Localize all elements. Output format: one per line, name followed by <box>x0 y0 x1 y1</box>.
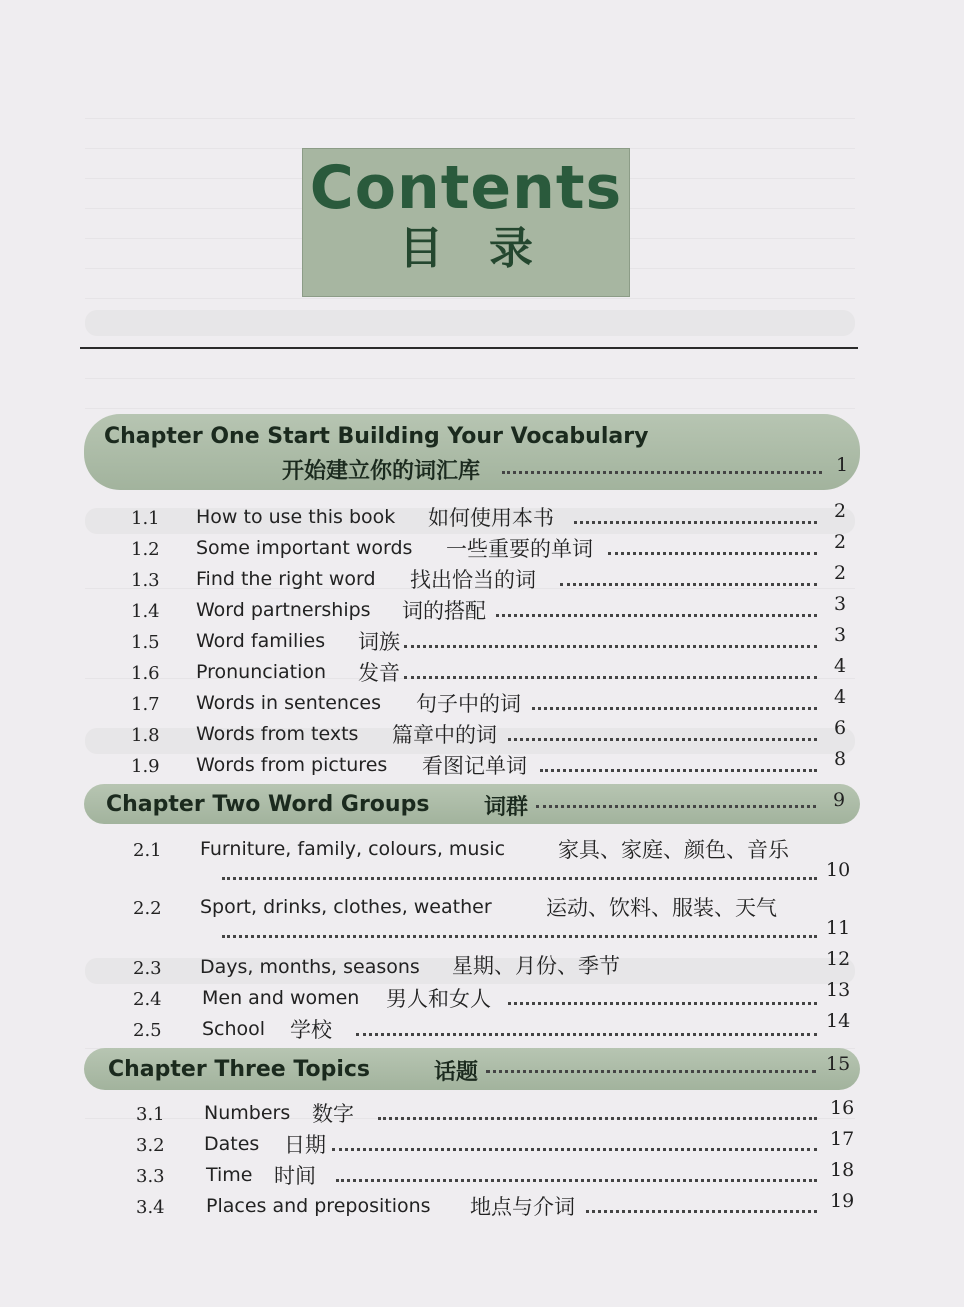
entry-title-chinese: 找出恰当的词 <box>410 568 536 592</box>
chapter-two-banner[interactable] <box>84 784 860 824</box>
entry-number: 1.1 <box>131 508 160 529</box>
leader-dots <box>404 643 817 648</box>
entry-number: 1.7 <box>131 694 160 715</box>
page-number: 10 <box>826 859 851 881</box>
entry-title-chinese: 日期 <box>284 1133 326 1157</box>
entry-title: Find the right word <box>196 568 376 590</box>
entry-title: How to use this book <box>196 506 396 528</box>
chapter-subtitle: 开始建立你的词汇库 <box>282 459 481 484</box>
entry-title: Men and women <box>202 987 360 1009</box>
entry-number: 3.2 <box>136 1135 165 1156</box>
leader-dots <box>378 1115 817 1120</box>
entry-number: 2.5 <box>133 1020 162 1041</box>
entry-title: Words in sentences <box>196 692 381 714</box>
leader-dots <box>532 705 817 710</box>
toc-entry[interactable] <box>0 688 964 718</box>
page-number: 4 <box>834 655 847 677</box>
leader-dots <box>486 1068 816 1073</box>
leader-dots <box>540 767 817 772</box>
toc-entry[interactable] <box>0 1129 964 1159</box>
entry-title: Some important words <box>196 537 413 559</box>
entry-title-chinese: 词的搭配 <box>402 599 486 623</box>
toc-entry[interactable] <box>0 626 964 656</box>
toc-entry[interactable] <box>0 950 964 980</box>
toc-entry[interactable] <box>0 1160 964 1190</box>
entry-number: 2.4 <box>133 989 162 1010</box>
chapter-title: Chapter Two Word Groups <box>106 792 430 817</box>
page-number: 9 <box>833 789 846 811</box>
leader-dots <box>502 469 822 474</box>
chapter-subtitle: 词群 <box>484 795 529 820</box>
entry-title: Places and prepositions <box>206 1195 431 1217</box>
entry-number: 1.5 <box>131 632 160 653</box>
chapter-subtitle: 话题 <box>434 1060 479 1085</box>
entry-title: School <box>202 1018 266 1040</box>
entry-number: 1.4 <box>131 601 160 622</box>
leader-dots <box>608 550 817 555</box>
leader-dots <box>222 875 817 880</box>
leader-dots <box>356 1031 817 1036</box>
entry-number: 1.8 <box>131 725 160 746</box>
chapter-title: Chapter One Start Building Your Vocabulary <box>104 424 649 449</box>
divider <box>80 347 858 349</box>
entry-number: 3.1 <box>136 1104 165 1125</box>
entry-title: Word families <box>196 630 326 652</box>
entry-number: 1.6 <box>131 663 160 684</box>
page-number: 12 <box>826 948 851 970</box>
page-number: 16 <box>830 1097 855 1119</box>
toc-entry[interactable] <box>0 981 964 1011</box>
toc-entry[interactable] <box>0 533 964 563</box>
page-number: 14 <box>826 1010 851 1032</box>
entry-number: 2.2 <box>133 898 162 919</box>
entry-title-chinese: 一些重要的单词 <box>446 537 593 561</box>
entry-title-chinese: 发音 <box>358 661 400 685</box>
entry-title: Word partnerships <box>196 599 371 621</box>
entry-number: 3.4 <box>136 1197 165 1218</box>
toc-entry[interactable] <box>0 1098 964 1128</box>
entry-title: Days, months, seasons <box>200 956 420 978</box>
leader-dots <box>508 736 817 741</box>
toc-entry[interactable] <box>0 595 964 625</box>
entry-title-chinese: 运动、饮料、服装、天气 <box>546 896 777 920</box>
entry-title: Dates <box>204 1133 260 1155</box>
entry-number: 1.2 <box>131 539 160 560</box>
contents-title-box <box>302 148 630 297</box>
toc-entry[interactable] <box>0 719 964 749</box>
chapter-three-banner[interactable] <box>84 1048 860 1090</box>
entry-title-chinese: 数字 <box>312 1102 354 1126</box>
entry-title: Words from pictures <box>196 754 388 776</box>
leader-dots <box>536 803 816 808</box>
page-title: Contents <box>309 153 623 223</box>
entry-title-chinese: 如何使用本书 <box>428 506 554 530</box>
entry-title: Words from texts <box>196 723 359 745</box>
toc-entry[interactable] <box>0 1012 964 1042</box>
page-number: 2 <box>834 562 847 584</box>
entry-title-chinese: 男人和女人 <box>386 987 491 1011</box>
entry-number: 2.3 <box>133 958 162 979</box>
page-number: 3 <box>834 624 847 646</box>
leader-dots <box>574 519 817 524</box>
entry-title: Time <box>206 1164 253 1186</box>
entry-title-chinese: 句子中的词 <box>416 692 521 716</box>
leader-dots <box>586 1208 817 1213</box>
leader-dots <box>332 1146 817 1151</box>
leader-dots <box>404 674 817 679</box>
toc-entry[interactable] <box>0 502 964 532</box>
page-number: 19 <box>830 1190 855 1212</box>
entry-title: Furniture, family, colours, music <box>200 838 506 860</box>
page-number: 13 <box>826 979 851 1001</box>
entry-title: Numbers <box>204 1102 291 1124</box>
entry-title: Pronunciation <box>196 661 327 683</box>
page-number: 3 <box>834 593 847 615</box>
page-number: 4 <box>834 686 847 708</box>
toc-entry[interactable] <box>0 1191 964 1221</box>
page-number: 2 <box>834 531 847 553</box>
entry-title-chinese: 地点与介词 <box>470 1195 575 1219</box>
entry-number: 2.1 <box>133 840 162 861</box>
page-number: 17 <box>830 1128 855 1150</box>
leader-dots <box>560 581 817 586</box>
toc-entry[interactable] <box>0 564 964 594</box>
page-title-chinese: 目录 <box>399 223 579 274</box>
entry-title: Sport, drinks, clothes, weather <box>200 896 492 918</box>
page-number: 11 <box>826 917 851 939</box>
page-number: 6 <box>834 717 847 739</box>
chapter-title: Chapter Three Topics <box>108 1057 370 1082</box>
page-number: 8 <box>834 748 847 770</box>
toc-entry[interactable] <box>0 657 964 687</box>
entry-number: 1.9 <box>131 756 160 777</box>
toc-entry[interactable] <box>0 892 964 939</box>
entry-title-chinese: 学校 <box>290 1018 332 1042</box>
chapter-one-banner[interactable] <box>84 414 860 490</box>
entry-title-chinese: 星期、月份、季节 <box>452 954 620 978</box>
toc-entry[interactable] <box>0 834 964 881</box>
entry-title-chinese: 篇章中的词 <box>392 723 497 747</box>
leader-dots <box>508 1000 817 1005</box>
entry-title-chinese: 看图记单词 <box>422 754 527 778</box>
leader-dots <box>336 1177 817 1182</box>
entry-title-chinese: 词族 <box>358 630 400 654</box>
entry-title-chinese: 时间 <box>274 1164 316 1188</box>
toc-entry[interactable] <box>0 750 964 780</box>
page-number: 1 <box>836 454 849 476</box>
page-number: 18 <box>830 1159 855 1181</box>
entry-title-chinese: 家具、家庭、颜色、音乐 <box>558 838 789 862</box>
leader-dots <box>222 933 817 938</box>
entry-number: 1.3 <box>131 570 160 591</box>
page-number: 2 <box>834 500 847 522</box>
page-number: 15 <box>826 1053 851 1075</box>
leader-dots <box>496 612 817 617</box>
entry-number: 3.3 <box>136 1166 165 1187</box>
